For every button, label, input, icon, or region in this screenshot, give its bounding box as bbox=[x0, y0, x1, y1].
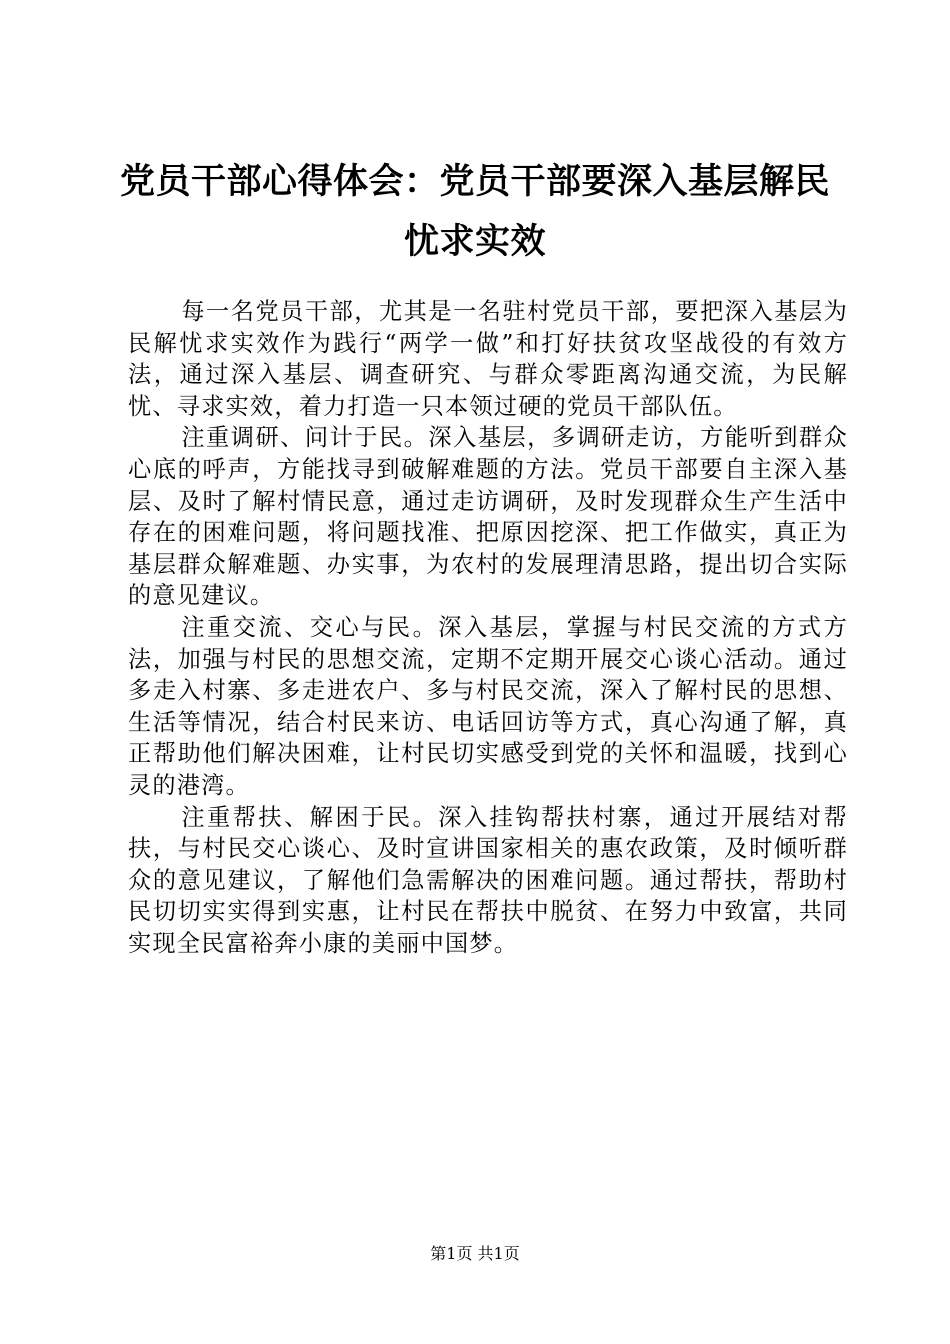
paragraph-research: 注重调研、问计于民。深入基层，多调研走访，方能听到群众心底的呼声，方能找寻到破解难题的方法。党员干部要自主深入基层、及时了解村情民意，通过走访调研，及时发现群众生产生活中存在的困难问题，将问题找准、把原因挖深、把工作做实，真正为基层群众解难题、办实事，为农村的发展理清思路，提出切合实际的意见建议。 bbox=[128, 424, 848, 610]
paragraph-communication: 注重交流、交心与民。深入基层，掌握与村民交流的方式方法，加强与村民的思想交流，定期不定期开展交心谈心活动。通过多走入村寨、多走进农户、多与村民交流，深入了解村民的思想、生活等情况，结合村民来访、电话回访等方式，真心沟通了解，真正帮助他们解决困难，让村民切实感受到党的关怀和温暖，找到心灵的港湾。 bbox=[128, 613, 848, 799]
paragraph-intro: 每一名党员干部，尤其是一名驻村党员干部，要把深入基层为民解忧求实效作为践行“两学一做”和打好扶贫攻坚战役的有效方法，通过深入基层、调查研究、与群众零距离沟通交流，为民解忧、寻求实效，着力打造一只本领过硬的党员干部队伍。 bbox=[128, 298, 848, 420]
document-title-line-2: 忧求实效 bbox=[403, 221, 546, 262]
paragraph-assistance: 注重帮扶、解困于民。深入挂钩帮扶村寨，通过开展结对帮扶，与村民交心谈心、及时宣讲国家相关的惠农政策，及时倾听群众的意见建议，了解他们急需解决的困难问题。通过帮扶，帮助村民切切实实得到实惠，让村民在帮扶中脱贫、在努力中致富，共同实现全民富裕奔小康的美丽中国梦。 bbox=[128, 803, 848, 957]
document-body bbox=[128, 296, 848, 959]
page-number-footer: 第1页 共1页 bbox=[430, 1244, 520, 1263]
document-title-line-1: 党员干部心得体会：党员干部要深入基层解民 bbox=[119, 161, 830, 202]
